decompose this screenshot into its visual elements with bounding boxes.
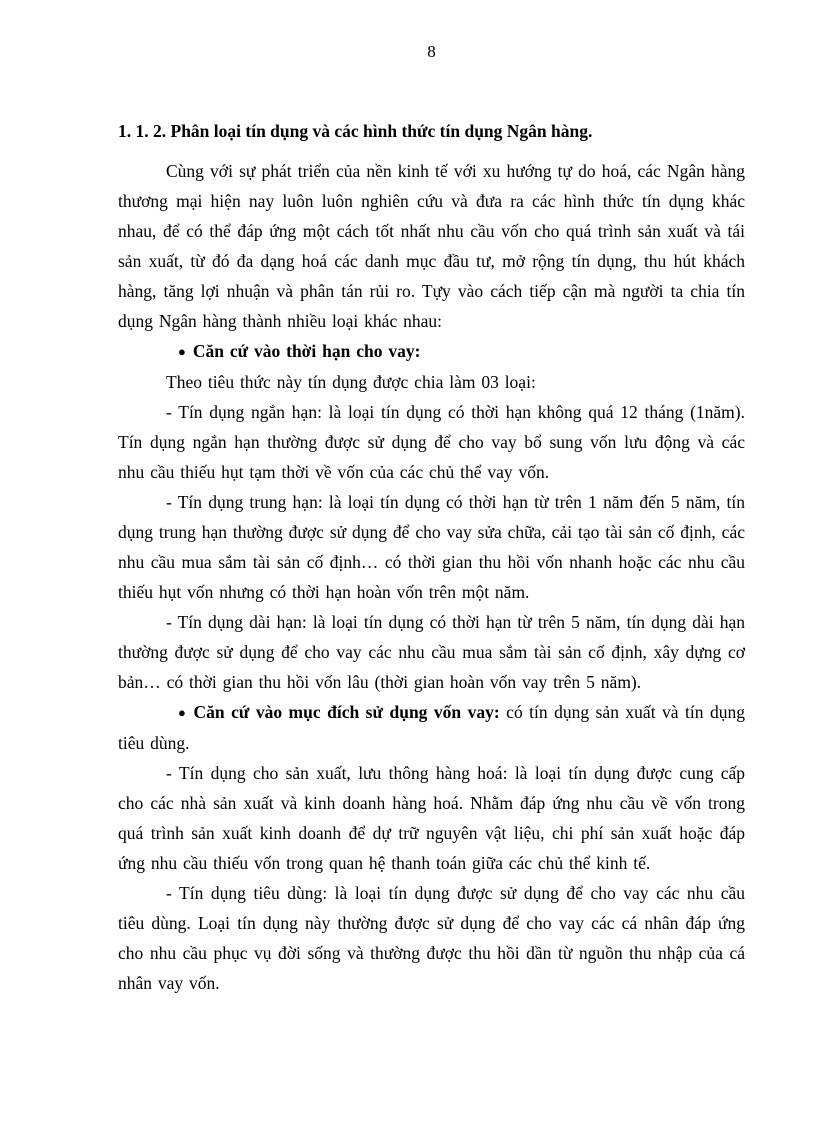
paragraph-production-credit: - Tín dụng cho sản xuất, lưu thông hàng hoá: là loại tín dụng được cung cấp cho các nhà sản xuất và kinh doanh hàng hoá. Nhằm đáp ứng nhu cầu về vốn trong quá trình sản xuất kinh doanh để dự trữ nguyên vật liệu, chi phí sản xuất hoặc đáp ứng nhu cầu thiếu vốn trong quan hệ thanh toán giữa các chủ thể kinh tế. [118, 763, 745, 873]
paragraph-intro: Cùng với sự phát triển của nền kinh tế với xu hướng tự do hoá, các Ngân hàng thương mại hiện nay luôn luôn nghiên cứu và đưa ra các hình thức tín dụng khác nhau, để có thể đáp ứng một cách tốt nhất nhu cầu vốn cho quá trình sản xuất và tái sản xuất, từ đó đa dạng hoá các danh mục đầu tư, mở rộng tín dụng, thu hút khách hàng, tăng lợi nhuận và phân tán rủi ro. Tựy vào cách tiếp cận mà người ta chia tín dụng Ngân hàng thành nhiều loại khác nhau: [118, 161, 745, 331]
bullet-icon: ● [178, 705, 187, 720]
bullet-loan-term-label: Căn cứ vào thời hạn cho vay: [192, 341, 421, 361]
paragraph-short-term-credit: - Tín dụng ngắn hạn: là loại tín dụng có thời hạn không quá 12 tháng (1năm). Tín dụng ngắn hạn thường được sử dụng để cho vay bổ sung vốn lưu động và các nhu cầu thiếu hụt tạm thời về vốn của các chủ thể vay vốn. [118, 402, 745, 482]
bullet-icon: ● [178, 344, 186, 359]
section-heading: 1. 1. 2. Phân loại tín dụng và các hình thức tín dụng Ngân hàng. [118, 121, 593, 141]
bullet-loan-purpose [118, 697, 745, 758]
bullet-loan-purpose-rest: có tín dụng sản xuất và tín dụng tiêu dùng. [118, 702, 745, 753]
paragraph-three-types: Theo tiêu thức này tín dụng được chia làm 03 loại: [166, 372, 536, 392]
paragraph-medium-term-credit: - Tín dụng trung hạn: là loại tín dụng có thời hạn từ trên 1 năm đến 5 năm, tín dụng trung hạn thường được sử dụng để cho vay sửa chữa, cải tạo tài sản cố định, các nhu cầu mua sắm tài sản cố định… có thời gian thu hồi vốn nhanh hoặc các nhu cầu thiếu hụt vốn nhưng có thời hạn hoàn vốn trên một năm. [118, 492, 745, 602]
bullet-loan-purpose-label: Căn cứ vào mục đích sử dụng vốn vay: [193, 702, 500, 722]
page-number: 8 [427, 42, 436, 61]
paragraph-long-term-credit: - Tín dụng dài hạn: là loại tín dụng có thời hạn từ trên 5 năm, tín dụng dài hạn thường được sử dụng để cho vay các nhu cầu mua sắm tài sản cố định, xây dựng cơ bản… có thời gian thu hồi vốn lâu (thời gian hoàn vốn vay trên 5 năm). [118, 612, 745, 692]
bullet-loan-term [118, 336, 745, 367]
paragraph-consumer-credit: - Tín dụng tiêu dùng: là loại tín dụng được sử dụng để cho vay các nhu cầu tiêu dùng. Loại tín dụng này thường được sử dụng để cho vay các cá nhân đáp ứng cho nhu cầu phục vụ đời sống và thường được thu hồi dần từ nguồn thu nhập của cá nhân vay vốn. [118, 883, 745, 993]
